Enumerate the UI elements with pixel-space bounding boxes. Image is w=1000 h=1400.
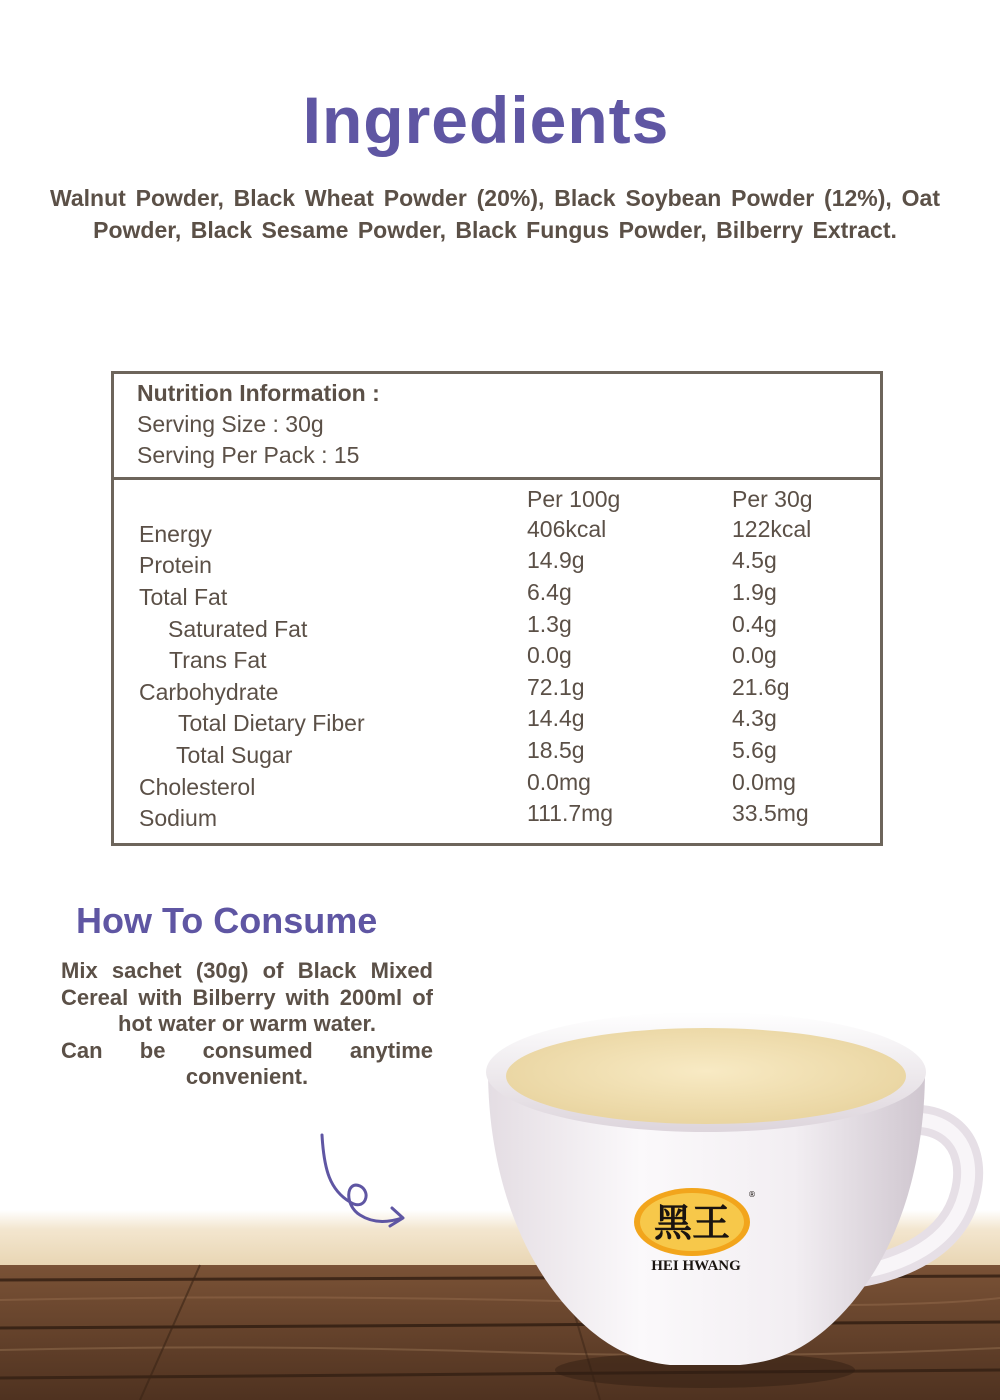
logo-text: HEI HWANG: [651, 1258, 741, 1274]
row-total-fat-per100: 6.4g: [527, 579, 572, 605]
row-dietary-fiber-per30: 4.3g: [732, 705, 777, 731]
how-to-consume-text: [61, 958, 433, 1091]
row-total-sugar-label: Total Sugar: [176, 742, 293, 768]
column-per-100g: Per 100g: [527, 486, 621, 512]
row-cholesterol-per30: 0.0mg: [732, 769, 796, 795]
row-sodium-per100: 111.7mg: [527, 800, 614, 826]
ingredients-title: Ingredients: [302, 83, 670, 157]
nutrition-header: [114, 374, 880, 480]
row-sodium-label: Sodium: [139, 805, 217, 831]
row-protein-label: Protein: [139, 552, 212, 578]
row-total-sugar-per100: 18.5g: [527, 737, 585, 763]
column-per-30g: Per 30g: [732, 486, 813, 512]
row-dietary-fiber-per100: 14.4g: [527, 705, 585, 731]
row-trans-fat-per100: 0.0g: [527, 642, 572, 668]
how-to-consume-title: How To Consume: [76, 900, 378, 941]
serving-size: Serving Size : 30g: [137, 411, 324, 437]
logo-chinese: 黑王: [653, 1201, 731, 1245]
row-energy-per100: 406kcal: [527, 516, 607, 542]
row-energy-label: Energy: [139, 521, 212, 547]
row-carbohydrate-per100: 72.1g: [527, 674, 585, 700]
cup-image: [470, 1010, 990, 1400]
row-protein-per100: 14.9g: [527, 547, 585, 573]
row-saturated-fat-label: Saturated Fat: [168, 616, 308, 642]
registered-mark: ®: [748, 1190, 756, 1199]
row-energy-per30: 122kcal: [732, 516, 812, 542]
how-to-consume-line2: Can be consumed anytime convenient.: [61, 1037, 433, 1089]
how-to-consume-line1: Mix sachet (30g) of Black Mixed Cereal with Bilberry with 200ml of hot water or warm water.: [61, 958, 433, 1036]
row-carbohydrate-per30: 21.6g: [732, 674, 790, 700]
row-cholesterol-per100: 0.0mg: [527, 769, 591, 795]
row-saturated-fat-per30: 0.4g: [732, 611, 777, 637]
row-total-fat-per30: 1.9g: [732, 579, 777, 605]
row-saturated-fat-per100: 1.3g: [527, 611, 572, 637]
ingredients-text: Walnut Powder, Black Wheat Powder (20%), Black Soybean Powder (12%), Oat Powder, Black Sesame Powder, Black Fungus Powder, Bilberry Extract.: [50, 185, 940, 243]
row-protein-per30: 4.5g: [732, 547, 777, 573]
row-total-fat-label: Total Fat: [139, 584, 228, 610]
row-carbohydrate-label: Carbohydrate: [139, 679, 279, 705]
serving-per-pack: Serving Per Pack : 15: [137, 442, 360, 468]
row-trans-fat-per30: 0.0g: [732, 642, 777, 668]
row-sodium-per30: 33.5mg: [732, 800, 809, 826]
row-total-sugar-per30: 5.6g: [732, 737, 777, 763]
nutrition-title: Nutrition Information :: [137, 380, 380, 406]
row-cholesterol-label: Cholesterol: [139, 774, 256, 800]
nutrition-table: [111, 371, 883, 846]
row-trans-fat-label: Trans Fat: [169, 647, 267, 673]
curly-arrow-icon: [310, 1130, 420, 1250]
row-dietary-fiber-label: Total Dietary Fiber: [178, 710, 365, 736]
